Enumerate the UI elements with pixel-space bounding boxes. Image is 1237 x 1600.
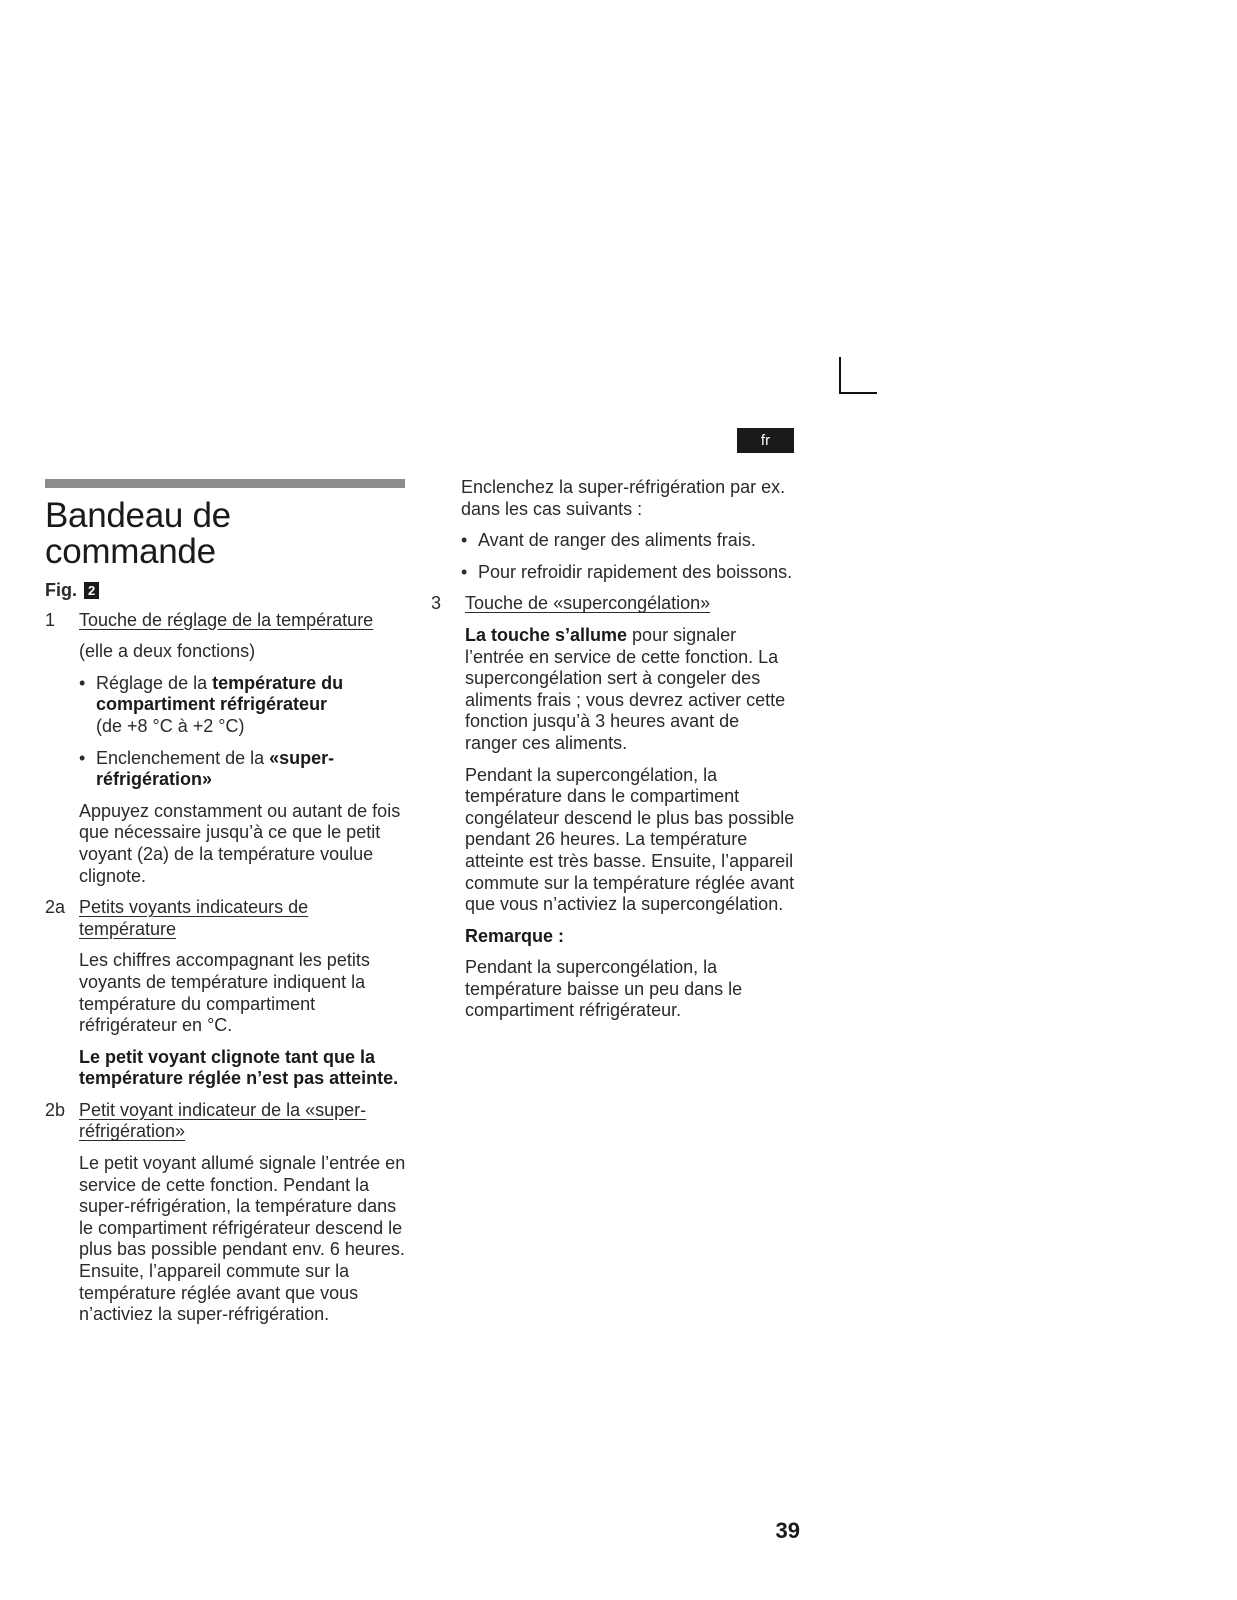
bullet-text (96, 748, 410, 791)
item-3-paragraph-2: Pendant la supercongélation, la température dans le compartiment congélateur descend le plus bas possible pendant 26 heures. La température atteinte est très basse. Ensuite, l’appareil commute sur la température réglée avant que vous n’activiez la supercongélation. (465, 764, 795, 915)
remark-text: Pendant la supercongélation, la température baisse un peu dans le compartiment réfrigérateur. (465, 957, 743, 1021)
item-1-paragraph: Appuyez constamment ou autant de fois que nécessaire jusqu’à ce que le petit voyant (2a) de la température voulue clignote. (79, 800, 401, 886)
bullet-text: Pour refroidir rapidement des boissons. (478, 561, 793, 582)
right-column (431, 477, 796, 1032)
item-number: 2a (45, 897, 66, 918)
item-1-bullet-2 (79, 748, 410, 791)
bullet-text: Avant de ranger des aliments frais. (478, 530, 756, 551)
figure-reference (45, 580, 410, 602)
bullet-text-range: (de +8 °C à +2 °C) (96, 715, 245, 736)
item-heading-text: Touche de «supercongélation» (465, 593, 711, 614)
item-1-heading (45, 610, 410, 632)
page-number: 39 (775, 1518, 800, 1543)
bullet-dot: • (461, 561, 468, 582)
item-1-bullet-1 (79, 673, 410, 738)
bullet-dot: • (461, 530, 468, 551)
item-heading-text: Touche de réglage de la température (79, 609, 374, 630)
section-rule (45, 479, 405, 488)
crop-mark-horizontal (839, 392, 877, 394)
paragraph-lead-bold: La touche s’allume (465, 624, 628, 645)
item-number: 3 (431, 593, 442, 614)
case-bullet-1 (461, 530, 796, 552)
item-heading-text: Petit voyant indicateur de la «super-réfrigération» (79, 1099, 367, 1142)
item-number: 1 (45, 609, 56, 630)
figure-number-badge: 2 (84, 582, 99, 599)
bullet-text (96, 673, 410, 738)
item-heading-text: Petits voyants indicateurs de température (79, 897, 309, 939)
section-title: Bandeau de commande (45, 496, 231, 571)
item-1-intro: (elle a deux fonctions) (79, 641, 256, 662)
item-number: 2b (45, 1099, 66, 1120)
cases-intro: Enclenchez la super-réfrigération par ex. dans les cas suivants : (461, 477, 786, 519)
bold-paragraph-text: Le petit voyant clignote tant que la température réglée n’est pas atteinte. (79, 1046, 399, 1089)
bullet-text-plain: Enclenchement de la (96, 747, 270, 768)
item-2b-paragraph: Le petit voyant allumé signale l’entrée en service de cette fonction. Pendant la super-réfrigération, la température dans le compartiment réfrigérateur descend le plus bas possible pendant env. 6 heures. Ensuite, l’appareil commute sur la température réglée avant que vous n’activiez la super-réfrigération. (79, 1153, 406, 1325)
left-column (45, 580, 410, 1336)
figure-label: Fig. (45, 580, 77, 600)
bullet-text-bold: «super-réfrigération» (96, 747, 335, 790)
item-2a-paragraph: Les chiffres accompagnant les petits voyants de température indiquent la température du compartiment réfrigérateur en °C. (79, 950, 370, 1036)
bullet-dot: • (79, 672, 86, 693)
bullet-dot: • (79, 747, 86, 768)
item-2a-bold-paragraph (79, 1047, 410, 1090)
case-bullet-2 (461, 562, 796, 584)
bullet-text-bold: température du compartiment réfrigérateur (96, 672, 344, 715)
language-tab: fr (737, 428, 794, 453)
item-2a-heading (45, 897, 410, 940)
paragraph-rest: pour signaler l’entrée en service de cette fonction. La supercongélation sert à congeler des aliments frais ; vous devrez activer cette fonction jusqu’à 3 heures avant de ranger ces aliments. (465, 624, 786, 753)
bullet-text-plain: Réglage de la (96, 672, 213, 693)
remark-label-text: Remarque : (465, 925, 565, 946)
item-2b-heading (45, 1100, 410, 1143)
remark-label (465, 926, 796, 948)
crop-mark-vertical (839, 357, 841, 394)
item-3-heading (431, 593, 796, 615)
item-3-paragraph-1 (465, 625, 796, 755)
